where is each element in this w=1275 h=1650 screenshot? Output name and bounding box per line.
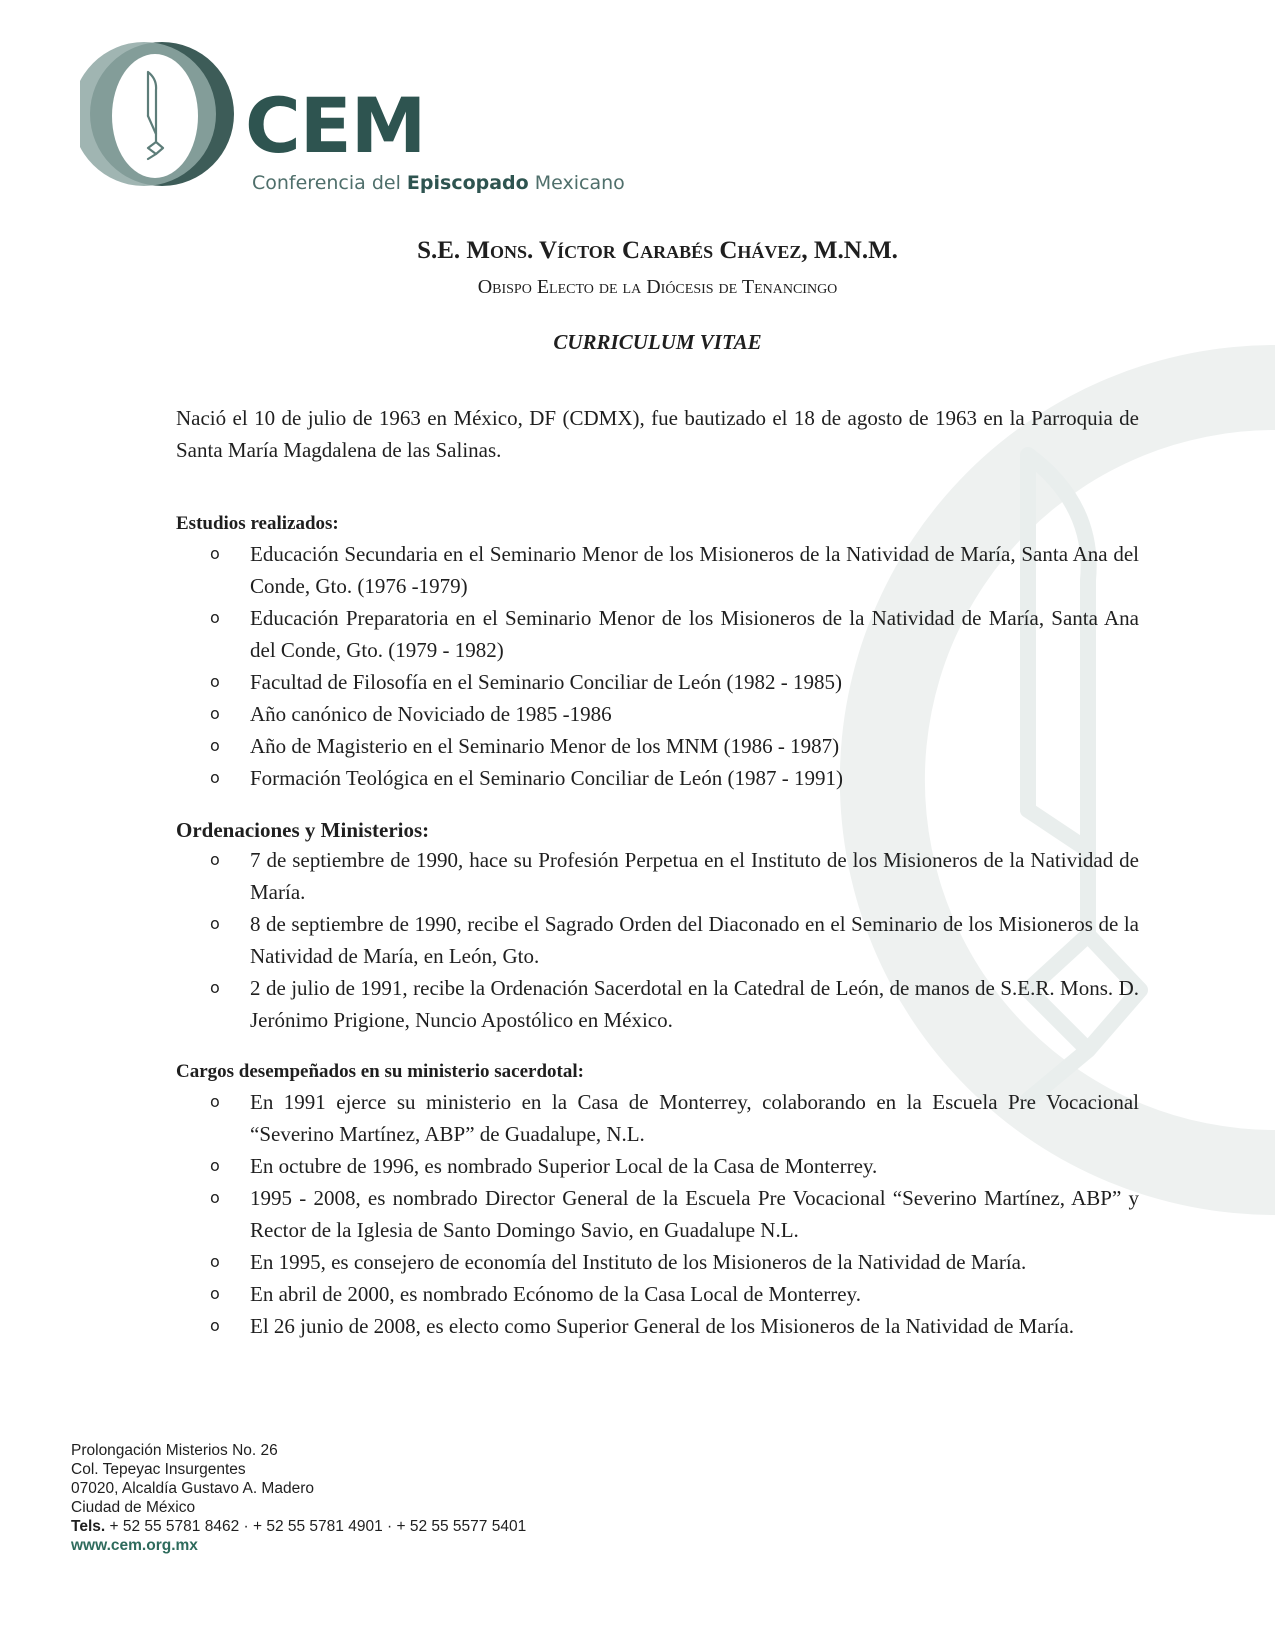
list-item: o El 26 junio de 2008, es electo como Superior General de los Misioneros de la Natividad de María. [250, 1310, 1139, 1342]
bullet-icon: o [210, 1284, 220, 1303]
section-studies [176, 510, 1139, 794]
list-item: o En octubre de 1996, es nombrado Superior Local de la Casa de Monterrey. [250, 1150, 1139, 1182]
list-item: o Formación Teológica en el Seminario Conciliar de León (1987 - 1991) [250, 762, 1139, 794]
bullet-icon: o [210, 914, 220, 933]
section-title: Ordenaciones y Ministerios: [176, 818, 430, 842]
footer-address-line: Prolongación Misterios No. 26 [71, 1442, 278, 1459]
studies-list [176, 538, 1139, 794]
list-item: o En abril de 2000, es nombrado Ecónomo de la Casa Local de Monterrey. [250, 1278, 1139, 1310]
bullet-icon: o [210, 1316, 220, 1335]
bullet-icon: o [210, 978, 220, 997]
list-item: o Facultad de Filosofía en el Seminario Conciliar de León (1982 - 1985) [250, 666, 1139, 698]
document-body [176, 232, 1139, 1342]
bullet-icon: o [210, 1252, 220, 1271]
cem-logo-name: CEM [245, 81, 426, 170]
bullet-icon: o [210, 544, 220, 563]
bullet-icon: o [210, 768, 220, 787]
section-positions [176, 1058, 1139, 1342]
list-item: o Año de Magisterio en el Seminario Menor de los MNM (1986 - 1987) [250, 730, 1139, 762]
bullet-icon: o [210, 608, 220, 627]
list-item: o 2 de julio de 1991, recibe la Ordenación Sacerdotal en la Catedral de León, de manos de S.E.R. Mons. D. Jerónimo Prigione, Nuncio Apostólico en México. [250, 972, 1139, 1036]
cem-emblem-icon [80, 38, 240, 198]
cem-logo-subtitle: Conferencia del Episcopado Mexicano [252, 172, 625, 194]
tels-label: Tels. [71, 1518, 106, 1535]
positions-list [176, 1086, 1139, 1342]
list-item: o 1995 - 2008, es nombrado Director General de la Escuela Pre Vocacional “Severino Martínez, ABP” y Rector de la Iglesia de Santo Domingo Savio, en Guadalupe N.L. [250, 1182, 1139, 1246]
bullet-icon: o [210, 1188, 220, 1207]
section-ordinations [176, 816, 1139, 1036]
document-subtitle: Obispo Electo de la Diócesis de Tenancingo [477, 276, 838, 298]
bullet-icon: o [210, 672, 220, 691]
section-title: Estudios realizados: [176, 513, 339, 534]
phone-numbers: + 52 55 5781 8462 · + 52 55 5781 4901 · + 52 55 5577 5401 [105, 1518, 527, 1535]
document-title: S.E. Mons. Víctor Carabés Chávez, M.N.M. [417, 237, 898, 264]
list-item: o Educación Secundaria en el Seminario Menor de los Misioneros de la Natividad de María, Santa Ana del Conde, Gto. (1976 -1979) [250, 538, 1139, 602]
cem-logo [80, 38, 660, 198]
list-item: o Educación Preparatoria en el Seminario Menor de los Misioneros de la Natividad de María, Santa Ana del Conde, Gto. (1979 - 1982) [250, 602, 1139, 666]
list-item: o En 1995, es consejero de economía del Instituto de los Misioneros de la Natividad de María. [250, 1246, 1139, 1278]
bullet-icon: o [210, 1092, 220, 1111]
footer-contact [71, 1441, 526, 1555]
list-item: o 7 de septiembre de 1990, hace su Profesión Perpetua en el Instituto de los Misioneros de la Natividad de María. [250, 844, 1139, 908]
intro-paragraph: Nació el 10 de julio de 1963 en México, DF (CDMX), fue bautizado el 18 de agosto de 1963 en la Parroquia de Santa María Magdalena de las Salinas. [176, 406, 1139, 462]
bullet-icon: o [210, 850, 220, 869]
website-link[interactable]: www.cem.org.mx [71, 1537, 198, 1554]
list-item: o Año canónico de Noviciado de 1985 -1986 [250, 698, 1139, 730]
footer-phones [71, 1517, 526, 1536]
curriculum-vitae-heading: CURRICULUM VITAE [553, 330, 762, 354]
bullet-icon: o [210, 704, 220, 723]
bullet-icon: o [210, 736, 220, 755]
footer-address-line: Ciudad de México [71, 1499, 196, 1516]
footer-address-line: 07020, Alcaldía Gustavo A. Madero [71, 1480, 314, 1497]
list-item: o En 1991 ejerce su ministerio en la Casa de Monterrey, colaborando en la Escuela Pre Vocacional “Severino Martínez, ABP” de Guadalupe, N.L. [250, 1086, 1139, 1150]
footer-address-line: Col. Tepeyac Insurgentes [71, 1461, 246, 1478]
list-item: o 8 de septiembre de 1990, recibe el Sagrado Orden del Diaconado en el Seminario de los Misioneros de la Natividad de María, en León, Gto. [250, 908, 1139, 972]
section-title: Cargos desempeñados en su ministerio sacerdotal: [176, 1061, 584, 1082]
ordinations-list [176, 844, 1139, 1036]
bullet-icon: o [210, 1156, 220, 1175]
